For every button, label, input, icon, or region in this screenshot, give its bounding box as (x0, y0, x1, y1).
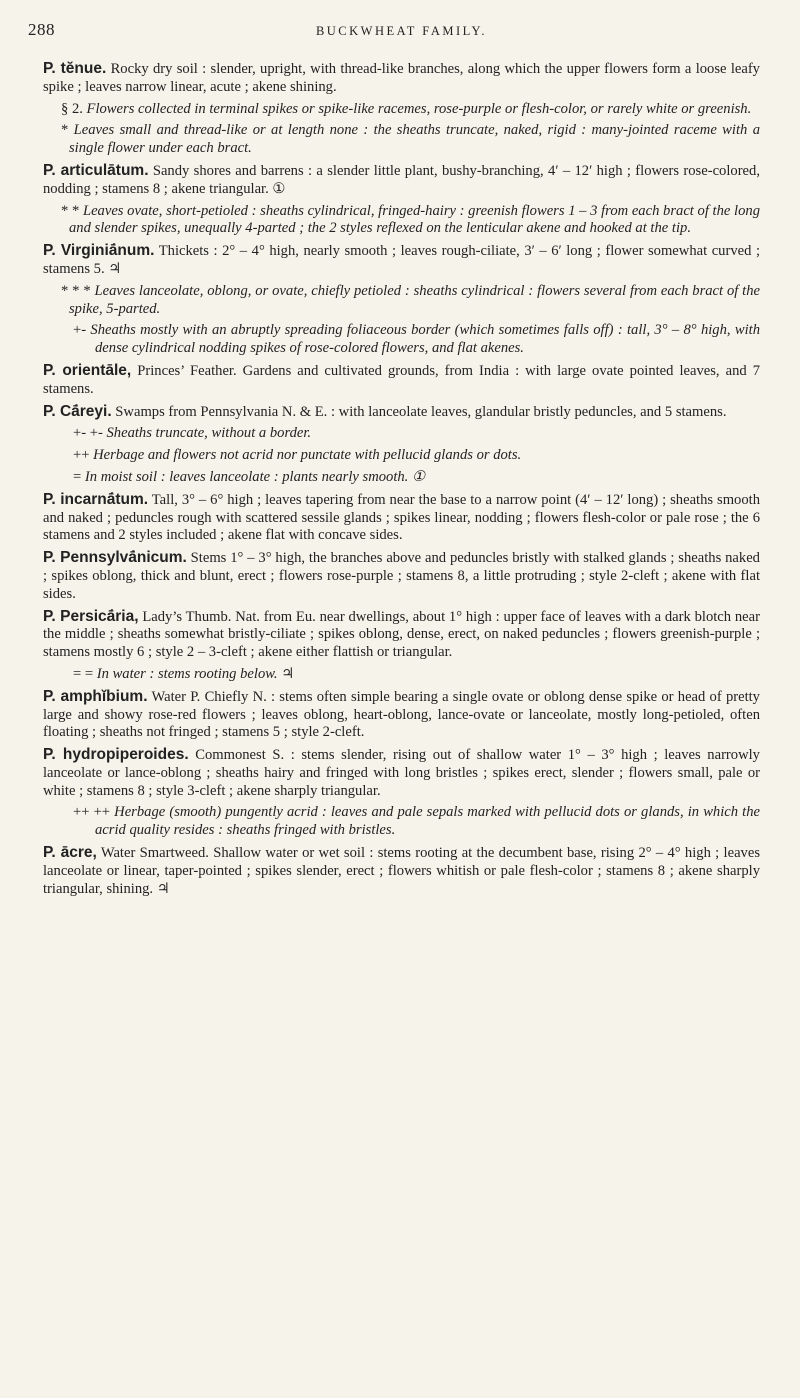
paragraph-text: Tall, 3° – 6° high ; leaves tapering from near the base to a narrow point (4′ – 12′ long) ; sheaths smooth and naked ; peduncles rough with scattered sessile glands ; spikes linear, nodding ; flowers flesh-color or pale rose ; the 6 stamens and 2 styles included ; akene flat with concave sides. (43, 491, 761, 544)
paragraph-text: Water P. Chiefly N. : stems often simple bearing a single ovate or oblong dense spike or head of pretty large and showy rose-red flowers ; leaves oblong, heart-oblong, lance-ovate or lanceolate, mostly long-petioled, often floating ; sheaths not fringed ; stamens 5 ; style 2-cleft. (43, 688, 760, 741)
page-number: 288 (28, 20, 55, 39)
species-name: P. orientāle, (43, 361, 132, 379)
paragraph-text: Leaves ovate, short-petioled : sheaths cylindrical, fringed-hairy : greenish flowers 1 – 3 from each bract of the long and slender spikes, unequally 4-parted ; the 2 styles reflexed on the lenticular akene and hooked at the tip. (69, 202, 760, 237)
species-name: P. amphĭbium. (43, 687, 148, 705)
key-heading (43, 804, 760, 840)
paragraph-text: Leaves lanceolate, oblong, or ovate, chiefly petioled : sheaths cylindrical : flowers several from each bract of the spike, 5-parted. (69, 282, 760, 317)
key-mark: +- (73, 322, 87, 339)
species-name: P. ācre, (43, 844, 97, 862)
key-heading (43, 122, 760, 158)
species-name: P. Virginiā́num. (43, 242, 155, 260)
key-heading (43, 283, 760, 319)
species-entry (43, 403, 760, 422)
paragraph-text: Sheaths truncate, without a border. (102, 425, 312, 442)
page-body (43, 60, 760, 898)
species-entry (43, 60, 760, 97)
key-heading (43, 322, 760, 358)
species-name: P. Persicā́ria, (43, 607, 139, 625)
key-mark: * * (61, 202, 80, 219)
paragraph-text: Rocky dry soil : slender, upright, with thread-like branches, along which the upper flowers form a loose leafy spike ; leaves narrow linear, acute ; akene shining. (43, 61, 760, 95)
key-heading (43, 101, 760, 119)
species-entry (43, 844, 760, 898)
species-name: P. articulātum. (43, 161, 149, 179)
species-name: P. tĕnue. (43, 60, 107, 77)
key-heading (43, 666, 760, 684)
species-name: P. Pennsylvā́nicum. (43, 549, 187, 567)
key-mark: = = (73, 665, 94, 682)
paragraph-text: In water : stems rooting below. ♃ (93, 665, 295, 682)
paragraph-text: Commonest S. : stems slender, rising out of shallow water 1° – 3° high ; leaves narrowly lanceolate or lance-oblong ; sheaths hairy and fringed with long bristles ; spikes erect, slender ; flowers small, pale or white ; stamens 8 ; style 3-cleft ; akene sharply triangular. (43, 747, 760, 799)
paragraph-text: Water Smartweed. Shallow water or wet soil : stems rooting at the decumbent base, rising 2° – 4° high ; leaves lanceolate or linear, taper-pointed ; spikes slender, erect ; flowers whitish or pale flesh-color ; stamens 8 ; akene sharply triangular, shining. ♃ (43, 845, 760, 897)
species-entry (43, 746, 760, 800)
species-entry (43, 162, 760, 199)
key-heading (43, 203, 760, 239)
species-name: P. Cā́reyi. (43, 402, 112, 420)
paragraph-text: Swamps from Pennsylvania N. & E. : with lanceolate leaves, glandular bristly peduncles, and 5 stamens. (111, 403, 727, 420)
key-heading (43, 469, 760, 487)
species-name: P. hydropiperoides. (43, 746, 189, 764)
key-mark: § 2. (61, 100, 83, 117)
paragraph-text: Princes’ Feather. Gardens and cultivated grounds, from India : with large ovate pointed leaves, and 7 stamens. (43, 362, 760, 397)
species-entry (43, 242, 760, 279)
paragraph-text: In moist soil : leaves lanceolate : plants nearly smooth. ① (81, 468, 426, 485)
paragraph-text: Stems 1° – 3° high, the branches above and peduncles bristly with stalked glands ; sheaths naked ; spikes oblong, thick and blunt, erect ; flowers rose-purple ; stamens 8, a little protruding ; style 2-cleft ; akene with flat sides. (43, 550, 760, 602)
species-entry (43, 362, 760, 399)
key-heading (43, 447, 760, 465)
key-mark: * * * (61, 282, 91, 299)
running-title: BUCKWHEAT FAMILY. (315, 24, 488, 38)
paragraph-text: Flowers collected in terminal spikes or spike-like racemes, rose-purple or flesh-color, or rarely white or greenish. (82, 100, 752, 117)
species-entry (43, 688, 760, 742)
species-entry (43, 608, 760, 662)
paragraph-text: Sandy shores and barrens : a slender little plant, bushy-branching, 4′ – 12′ high ; flowers rose-colored, nodding ; stamens 8 ; akene triangular. ① (43, 162, 760, 197)
paragraph-text: Sheaths mostly with an abruptly spreading foliaceous border (which sometimes falls off) : tall, 3° – 8° high, with dense cylindrical nodding spikes of rose-colored flowers, and flat akenes. (86, 322, 760, 357)
running-head (28, 14, 760, 50)
key-heading (43, 425, 760, 443)
paragraph-text: Leaves small and thread-like or at length none : the sheaths truncate, naked, rigid : many-jointed raceme with a single flower under each bract. (68, 122, 760, 157)
key-mark: +- +- (73, 425, 103, 442)
species-entry (43, 491, 760, 545)
paragraph-text: Herbage and flowers not acrid nor punctate with pellucid glands or dots. (89, 447, 522, 464)
key-mark: ++ ++ (73, 804, 111, 821)
key-mark: * (61, 122, 69, 139)
species-entry (43, 549, 760, 603)
key-mark: = (73, 468, 82, 485)
key-mark: ++ (73, 447, 90, 464)
paragraph-text: Lady’s Thumb. Nat. from Eu. near dwellings, about 1° high : upper face of leaves with a dark blotch near the middle ; sheaths somewhat bristly-ciliate ; spikes oblong, dense, erect, on naked peduncles ; flowers greenish-purple ; stamens mostly 6 ; style 2 – 3-cleft ; akene either flattish or triangular. (43, 608, 760, 661)
species-name: P. incarnā́tum. (43, 490, 149, 508)
paragraph-text: Thickets : 2° – 4° high, nearly smooth ; leaves rough-ciliate, 3′ – 6′ long ; flower somewhat curved ; stamens 5. ♃ (43, 243, 760, 277)
paragraph-text: Herbage (smooth) pungently acrid : leaves and pale sepals marked with pellucid dots or glands, in which the acrid quality resides : sheaths fringed with bristles. (95, 804, 760, 839)
